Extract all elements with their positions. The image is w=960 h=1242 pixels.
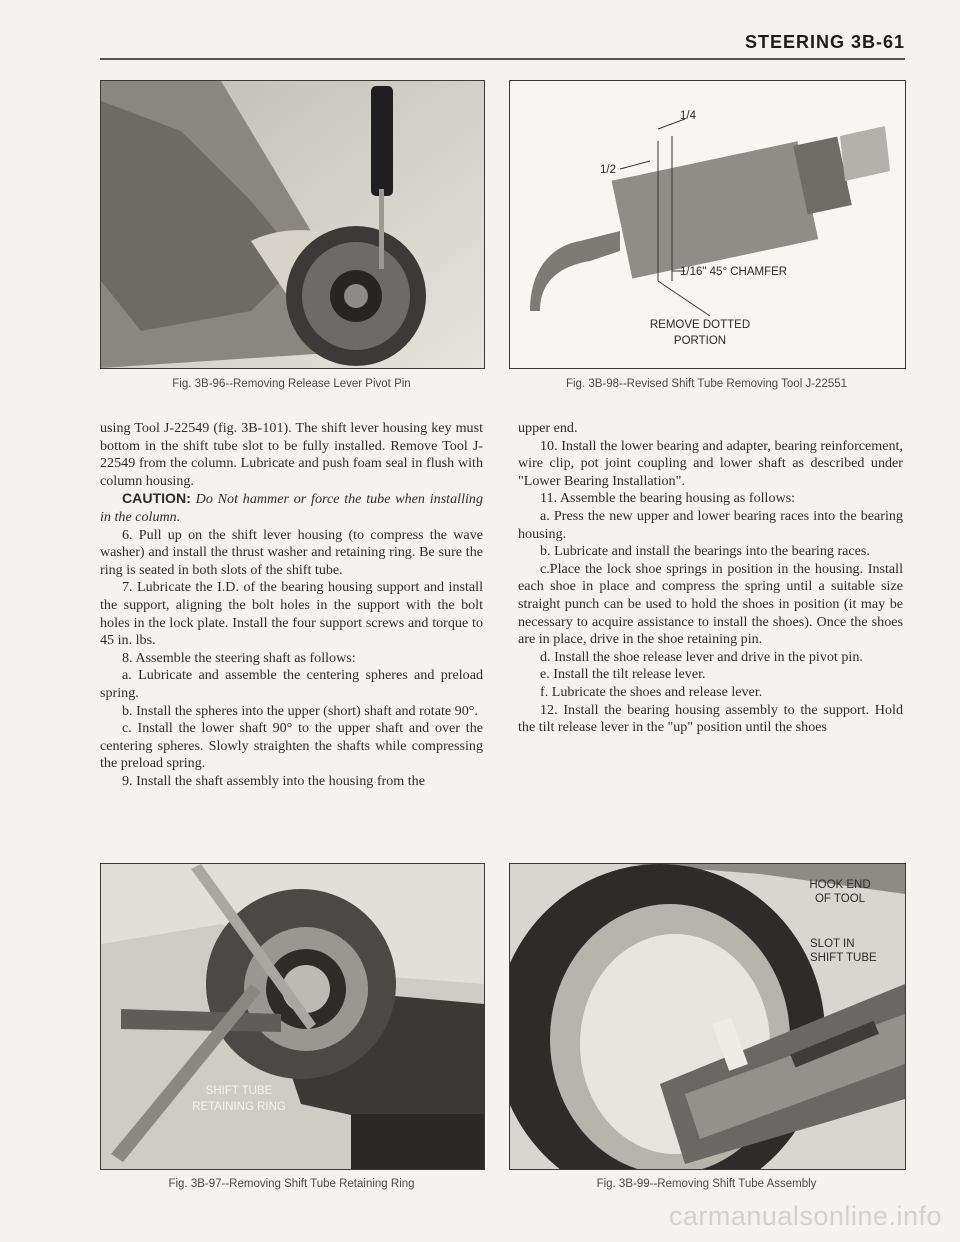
photo-release-lever-pivot-pin [101,81,484,368]
dimension-quarter-label: 1/4 [680,110,696,122]
figure-96-photo [100,80,485,369]
paragraph: upper end. [518,420,578,436]
paragraph: using Tool J-22549 (fig. 3B-101). The shift lever housing key must bottom in the shift tube slot to be fully installed. Remove Tool J-22549 from the column. Lubricate and push foam seal in flush with column housing. [100,420,483,489]
figure-99-caption: Fig. 3B-99--Removing Shift Tube Assembly [596,1178,817,1190]
paragraph: 6. Pull up on the shift lever housing (to compress the wave washer) and install the thrust washer and retaining ring. Be sure the ring is seated in both slots of the shift tube. [100,526,483,578]
paragraph: 11. Assemble the bearing housing as follows: [540,490,796,507]
portion-label: PORTION [673,335,727,347]
figure-99-photo [509,863,906,1170]
figure-97-photo [100,863,485,1170]
shift-tube-label: SHIFT TUBE [205,1085,273,1097]
caution-note [100,490,483,526]
paragraph: c.Place the lock shoe springs in position in the housing. Install each shoe in place and compress the spring until a suitable size straight punch can be used to hold the shoes in position (it may be necessary to acquire assistance to install the shoes). Once the shoes are in place, drive in the shoe retaining pin. [518,560,903,648]
paragraph: b. Lubricate and install the bearings into the bearing races. [540,543,870,560]
paragraph: 10. Install the lower bearing and adapter, bearing reinforcement, wire clip, pot joint coupling and lower shaft as described under "Lower Bearing Installation". [518,437,903,489]
remove-dotted-label: REMOVE DOTTED [649,319,751,331]
caution-text: Do Not hammer or force the tube when installing in the column. [100,491,483,525]
page-title: STEERING 3B-61 [744,32,905,52]
slot-in-label: SLOT IN [810,938,855,950]
dimension-half-label: 1/2 [600,164,616,176]
paragraph: b. Install the spheres into the upper (short) shaft and rotate 90°. [122,702,478,719]
of-tool-label: OF TOOL [814,893,866,905]
paragraph: a. Lubricate and assemble the centering spheres and preload spring. [100,667,483,701]
figure-98-drawing [509,80,906,369]
paragraph: e. Install the tilt release lever. [540,666,706,683]
left-text-column [100,420,483,790]
figure-96-caption: Fig. 3B-96--Removing Release Lever Pivot Pin [172,378,411,390]
paragraph: 7. Lubricate the I.D. of the bearing housing support and install the support, aligning the bolt holes in the support with the bolt holes in the lock plate. Install the four support screws and torque to 45 in. lbs. [100,579,483,649]
page-header [100,30,905,60]
paragraph: 12. Install the bearing housing assembly to the support. Hold the tilt release lever in the "up" position until the shoes [518,701,903,736]
header-rule [100,58,905,60]
paragraph: 8. Assemble the steering shaft as follows: [122,649,356,666]
right-text-column [518,420,903,737]
paragraph: a. Press the new upper and lower bearing races into the bearing housing. [518,507,903,542]
paragraph: d. Install the shoe release lever and drive in the pivot pin. [540,648,863,665]
paragraph: f. Lubricate the shoes and release lever. [540,683,763,700]
site-watermark: carmanualsonline.info [668,1201,942,1231]
photo-shift-tube-retaining-ring [101,864,484,1169]
figure-97-caption: Fig. 3B-97--Removing Shift Tube Retaining Ring [168,1178,415,1190]
hook-end-label: HOOK END [809,879,871,891]
chamfer-label: 1/16" 45° CHAMFER [680,266,788,278]
shift-tube-label: SHIFT TUBE [810,952,877,964]
retaining-ring-label: RETAINING RING [192,1101,286,1113]
figure-98-caption: Fig. 3B-98--Revised Shift Tube Removing Tool J-22551 [565,378,848,390]
paragraph: c. Install the lower shaft 90° to the upper shaft and over the centering spheres. Slowly straighten the shafts while compressing the preload spring. [100,720,483,772]
caution-label: CAUTION: [122,490,191,507]
photo-shift-tube-assembly [510,864,905,1169]
paragraph: 9. Install the shaft assembly into the housing from the [122,772,425,789]
